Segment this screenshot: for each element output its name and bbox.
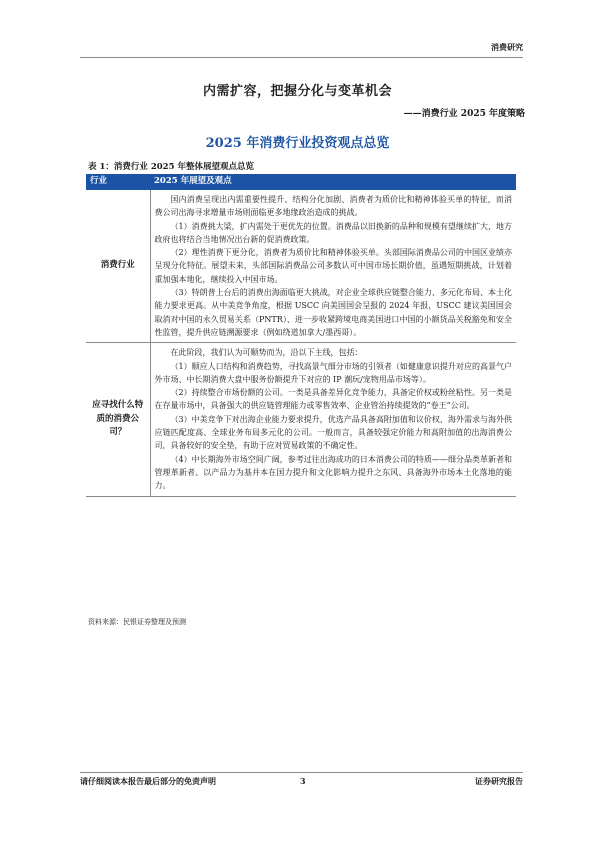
row-label: 应寻找什么特质的消费公司？ <box>86 343 150 496</box>
section-title: 2025 年消费行业投资观点总览 <box>205 136 390 151</box>
table-caption: 表 1：消费行业 2025 年整体展望观点总览 <box>88 162 254 172</box>
table-row <box>86 190 516 343</box>
table-header-industry: 行业 <box>86 174 150 190</box>
table-header-outlook: 2025 年展望及观点 <box>150 174 516 190</box>
paragraph: （2）理性消费下更分化，消费者为质价比和精神体验买单。头部国际消费品公司的中国区业绩亦呈现分化特征。展望未来，头部国际消费品公司多数认可中国市场长期价值，虽遇短期挑战，计划着重加强本地化，继续投入中国市场。 <box>154 248 512 284</box>
header-tag: 消费研究 <box>491 42 523 52</box>
page-number: 3 <box>300 776 306 786</box>
paragraph: （3）中美竞争下对出海企业能力要求提升，优选产品具备高附加值和议价权、海外需求与海外供应链匹配度高、全球业务布局多元化的公司。一般而言，具备较强定价能力和高附加值的出海消费公司，具备较好的安全垫，有助于应对贸易政策的不确定性。 <box>154 414 512 451</box>
paragraph: （4）中长期海外市场空间广阔，参考过往出海成功的日本消费公司的特质——细分品类革新者和管理革新者、以产品力为基并本在国力提升和文化影响力提升之东风、具备海外市场本土化落地的能力。 <box>154 454 512 491</box>
row-content <box>150 343 516 496</box>
outlook-table <box>86 174 516 497</box>
paragraph: 在此阶段，我们认为可顺势而为，沿以下主线，包括： <box>170 348 363 358</box>
paragraph: 国内消费呈现出内需重要性提升、结构分化加剧、消费者为质价比和精神体验买单的特征，而消费公司出海寻求增量市场则面临更多地缘政治造成的挑战。 <box>154 195 512 218</box>
page-subtitle: ——消费行业 2025 年度策略 <box>403 109 525 119</box>
row-label: 消费行业 <box>86 190 150 343</box>
header-divider <box>80 57 523 58</box>
paragraph: （1）消费挑大梁，扩内需处于更优先的位置。消费品以旧换新的品种和规模有望继续扩大，地方政府也将结合当地情况出台新的促消费政策。 <box>154 221 512 244</box>
footer-disclaimer: 请仔细阅读本报告最后部分的免责声明 <box>80 776 216 786</box>
paragraph: （2）持续整合市场份额的公司。一类是具备差异化竞争能力，具备定价权或粉丝粘性。另一类是在存量市场中，具备强大的供应链管理能力或零售效率、企业管治持续提效的“卷王”公司。 <box>154 388 512 411</box>
page-title: 内需扩容，把握分化与变革机会 <box>202 84 392 99</box>
table-source: 资料来源：民银证券整理及预测 <box>88 618 186 626</box>
table-row <box>86 343 516 496</box>
paragraph: （3）特朗普上台后的消费出海面临更大挑战，对企业全球供应链整合能力、多元化布局、本土化能力要求更高。从中美竞争角度，根据 USCC 向美国国会呈报的 2024 年报，USCC 建议美国国会取消对中国的永久贸易关系（PNTR）、进一步收紧跨境电商美国进口中国的小额货品关税豁免和安全性监管，提升供应链溯源要求（例如绕道加拿大/墨西哥）。 <box>154 288 512 337</box>
row-content <box>150 190 516 343</box>
paragraph: （1）顺应人口结构和消费趋势，寻找高景气细分市场的引领者（如健康意识提升对应的高景气户外市场、中长期消费大盘中服务份额提升下对应的 IP 潮玩/宠物用品市场等）。 <box>154 361 512 384</box>
table-header-row <box>86 174 516 190</box>
footer-divider <box>80 772 523 773</box>
footer-label: 证券研究报告 <box>475 776 523 786</box>
